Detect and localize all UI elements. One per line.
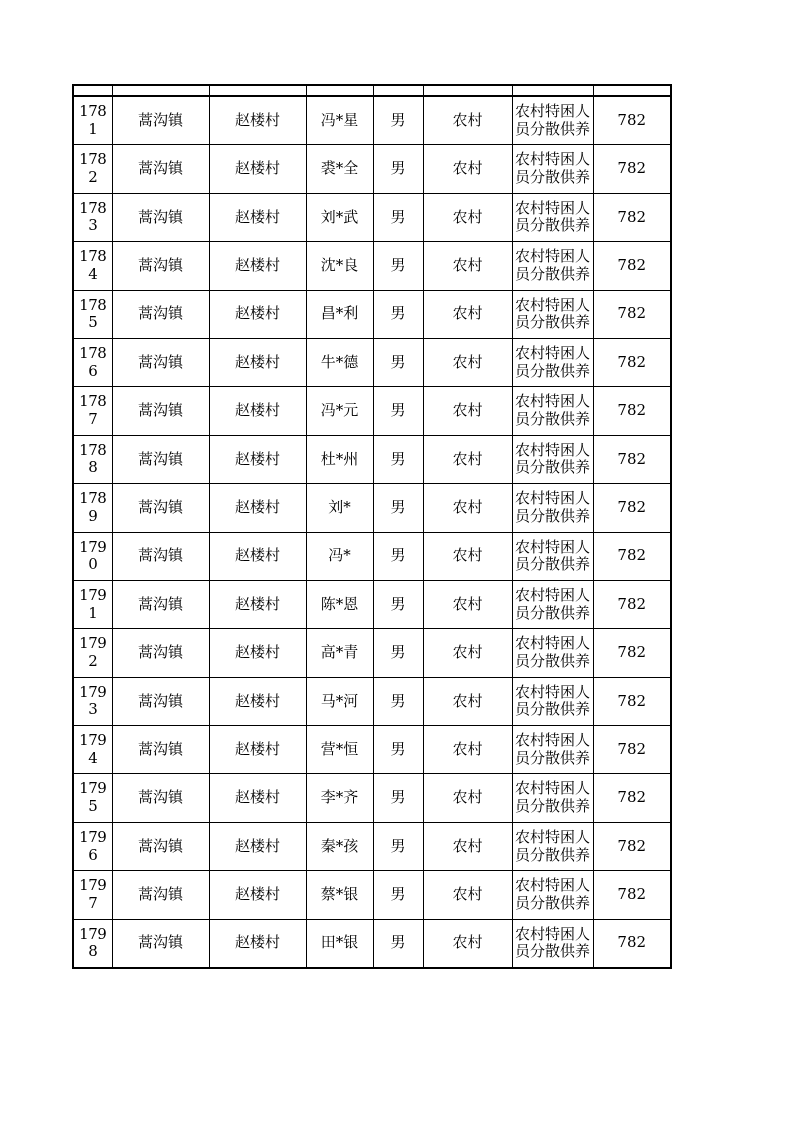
cell-gender: 男 [373, 338, 423, 386]
cell-village: 赵楼村 [209, 145, 306, 193]
cell-region: 农村 [423, 387, 512, 435]
cell-gender: 男 [373, 242, 423, 290]
cell-village: 赵楼村 [209, 629, 306, 677]
cell-id: 1788 [73, 435, 112, 483]
cell-gender: 男 [373, 580, 423, 628]
table-row [73, 580, 671, 628]
cell-id: 1784 [73, 242, 112, 290]
cell-village: 赵楼村 [209, 484, 306, 532]
cell-region: 农村 [423, 822, 512, 870]
table-row [73, 919, 671, 968]
cell-region: 农村 [423, 774, 512, 822]
cell-category: 农村特困人员分散供养 [512, 387, 593, 435]
cell-name: 蔡*银 [306, 871, 373, 919]
cell-amount: 782 [593, 580, 671, 628]
cell-region: 农村 [423, 338, 512, 386]
cell-region: 农村 [423, 145, 512, 193]
cell-id: 1793 [73, 677, 112, 725]
cell-id: 1796 [73, 822, 112, 870]
table-row [73, 774, 671, 822]
cell-id: 1782 [73, 145, 112, 193]
cell-town: 蒿沟镇 [112, 290, 209, 338]
clipped-row-remnant [73, 85, 671, 96]
cell-name: 高*青 [306, 629, 373, 677]
cell-village: 赵楼村 [209, 435, 306, 483]
cell-town: 蒿沟镇 [112, 484, 209, 532]
clipped-cell-amount [593, 85, 671, 96]
cell-name: 马*河 [306, 677, 373, 725]
cell-village: 赵楼村 [209, 871, 306, 919]
cell-id: 1783 [73, 193, 112, 241]
cell-gender: 男 [373, 435, 423, 483]
cell-name: 牛*德 [306, 338, 373, 386]
cell-amount: 782 [593, 871, 671, 919]
table-row [73, 822, 671, 870]
table-row [73, 871, 671, 919]
cell-amount: 782 [593, 242, 671, 290]
cell-amount: 782 [593, 193, 671, 241]
cell-village: 赵楼村 [209, 338, 306, 386]
cell-amount: 782 [593, 532, 671, 580]
cell-id: 1795 [73, 774, 112, 822]
cell-category: 农村特困人员分散供养 [512, 145, 593, 193]
cell-village: 赵楼村 [209, 290, 306, 338]
cell-amount: 782 [593, 629, 671, 677]
cell-region: 农村 [423, 290, 512, 338]
cell-town: 蒿沟镇 [112, 532, 209, 580]
clipped-cell-town [112, 85, 209, 96]
welfare-roster-table [72, 84, 672, 969]
cell-amount: 782 [593, 145, 671, 193]
cell-village: 赵楼村 [209, 387, 306, 435]
cell-id: 1789 [73, 484, 112, 532]
cell-amount: 782 [593, 338, 671, 386]
cell-category: 农村特困人员分散供养 [512, 532, 593, 580]
cell-town: 蒿沟镇 [112, 629, 209, 677]
cell-gender: 男 [373, 726, 423, 774]
cell-village: 赵楼村 [209, 677, 306, 725]
table-row [73, 193, 671, 241]
cell-region: 农村 [423, 919, 512, 968]
table-row [73, 484, 671, 532]
clipped-cell-village [209, 85, 306, 96]
cell-region: 农村 [423, 484, 512, 532]
cell-village: 赵楼村 [209, 242, 306, 290]
cell-region: 农村 [423, 677, 512, 725]
cell-category: 农村特困人员分散供养 [512, 726, 593, 774]
cell-town: 蒿沟镇 [112, 96, 209, 145]
cell-name: 秦*孩 [306, 822, 373, 870]
cell-town: 蒿沟镇 [112, 774, 209, 822]
cell-name: 沈*良 [306, 242, 373, 290]
cell-village: 赵楼村 [209, 774, 306, 822]
cell-region: 农村 [423, 435, 512, 483]
cell-village: 赵楼村 [209, 726, 306, 774]
cell-amount: 782 [593, 290, 671, 338]
cell-name: 裘*全 [306, 145, 373, 193]
cell-name: 李*齐 [306, 774, 373, 822]
cell-town: 蒿沟镇 [112, 242, 209, 290]
cell-amount: 782 [593, 774, 671, 822]
cell-category: 农村特困人员分散供养 [512, 871, 593, 919]
cell-id: 1785 [73, 290, 112, 338]
cell-id: 1787 [73, 387, 112, 435]
cell-village: 赵楼村 [209, 532, 306, 580]
cell-amount: 782 [593, 96, 671, 145]
cell-town: 蒿沟镇 [112, 580, 209, 628]
cell-gender: 男 [373, 387, 423, 435]
cell-id: 1791 [73, 580, 112, 628]
cell-town: 蒿沟镇 [112, 871, 209, 919]
table-row [73, 145, 671, 193]
cell-town: 蒿沟镇 [112, 387, 209, 435]
cell-name: 陈*恩 [306, 580, 373, 628]
cell-gender: 男 [373, 822, 423, 870]
clipped-cell-name [306, 85, 373, 96]
cell-category: 农村特困人员分散供养 [512, 242, 593, 290]
cell-amount: 782 [593, 435, 671, 483]
cell-id: 1794 [73, 726, 112, 774]
cell-category: 农村特困人员分散供养 [512, 629, 593, 677]
cell-amount: 782 [593, 919, 671, 968]
cell-amount: 782 [593, 677, 671, 725]
cell-region: 农村 [423, 242, 512, 290]
cell-name: 冯*元 [306, 387, 373, 435]
table-row [73, 532, 671, 580]
cell-amount: 782 [593, 484, 671, 532]
cell-town: 蒿沟镇 [112, 726, 209, 774]
cell-category: 农村特困人员分散供养 [512, 484, 593, 532]
table-row [73, 242, 671, 290]
cell-id: 1781 [73, 96, 112, 145]
cell-region: 农村 [423, 726, 512, 774]
cell-town: 蒿沟镇 [112, 919, 209, 968]
cell-name: 田*银 [306, 919, 373, 968]
cell-village: 赵楼村 [209, 822, 306, 870]
cell-gender: 男 [373, 96, 423, 145]
cell-name: 昌*利 [306, 290, 373, 338]
cell-gender: 男 [373, 484, 423, 532]
cell-amount: 782 [593, 387, 671, 435]
cell-category: 农村特困人员分散供养 [512, 338, 593, 386]
clipped-cell-region [423, 85, 512, 96]
cell-town: 蒿沟镇 [112, 435, 209, 483]
cell-gender: 男 [373, 290, 423, 338]
cell-village: 赵楼村 [209, 919, 306, 968]
cell-town: 蒿沟镇 [112, 338, 209, 386]
cell-name: 冯* [306, 532, 373, 580]
table-row [73, 435, 671, 483]
table-row [73, 338, 671, 386]
table-row [73, 677, 671, 725]
cell-gender: 男 [373, 774, 423, 822]
cell-category: 农村特困人员分散供养 [512, 677, 593, 725]
clipped-cell-category [512, 85, 593, 96]
cell-category: 农村特困人员分散供养 [512, 290, 593, 338]
cell-name: 杜*州 [306, 435, 373, 483]
table-row [73, 290, 671, 338]
cell-gender: 男 [373, 532, 423, 580]
cell-village: 赵楼村 [209, 193, 306, 241]
cell-id: 1797 [73, 871, 112, 919]
cell-name: 冯*星 [306, 96, 373, 145]
table-row [73, 96, 671, 145]
table-row [73, 629, 671, 677]
cell-category: 农村特困人员分散供养 [512, 919, 593, 968]
cell-region: 农村 [423, 629, 512, 677]
cell-name: 刘* [306, 484, 373, 532]
cell-category: 农村特困人员分散供养 [512, 435, 593, 483]
cell-gender: 男 [373, 677, 423, 725]
clipped-cell-id [73, 85, 112, 96]
cell-id: 1798 [73, 919, 112, 968]
cell-region: 农村 [423, 871, 512, 919]
cell-category: 农村特困人员分散供养 [512, 193, 593, 241]
cell-region: 农村 [423, 532, 512, 580]
cell-gender: 男 [373, 193, 423, 241]
table-row [73, 387, 671, 435]
cell-village: 赵楼村 [209, 580, 306, 628]
cell-name: 刘*武 [306, 193, 373, 241]
clipped-cell-gender [373, 85, 423, 96]
table-row [73, 726, 671, 774]
cell-region: 农村 [423, 580, 512, 628]
cell-gender: 男 [373, 919, 423, 968]
cell-name: 营*恒 [306, 726, 373, 774]
cell-category: 农村特困人员分散供养 [512, 96, 593, 145]
cell-category: 农村特困人员分散供养 [512, 822, 593, 870]
cell-id: 1790 [73, 532, 112, 580]
cell-category: 农村特困人员分散供养 [512, 580, 593, 628]
cell-gender: 男 [373, 629, 423, 677]
cell-category: 农村特困人员分散供养 [512, 774, 593, 822]
cell-region: 农村 [423, 193, 512, 241]
cell-id: 1792 [73, 629, 112, 677]
cell-amount: 782 [593, 726, 671, 774]
cell-region: 农村 [423, 96, 512, 145]
cell-gender: 男 [373, 145, 423, 193]
cell-town: 蒿沟镇 [112, 145, 209, 193]
cell-village: 赵楼村 [209, 96, 306, 145]
cell-town: 蒿沟镇 [112, 193, 209, 241]
cell-id: 1786 [73, 338, 112, 386]
cell-amount: 782 [593, 822, 671, 870]
cell-gender: 男 [373, 871, 423, 919]
cell-town: 蒿沟镇 [112, 677, 209, 725]
cell-town: 蒿沟镇 [112, 822, 209, 870]
